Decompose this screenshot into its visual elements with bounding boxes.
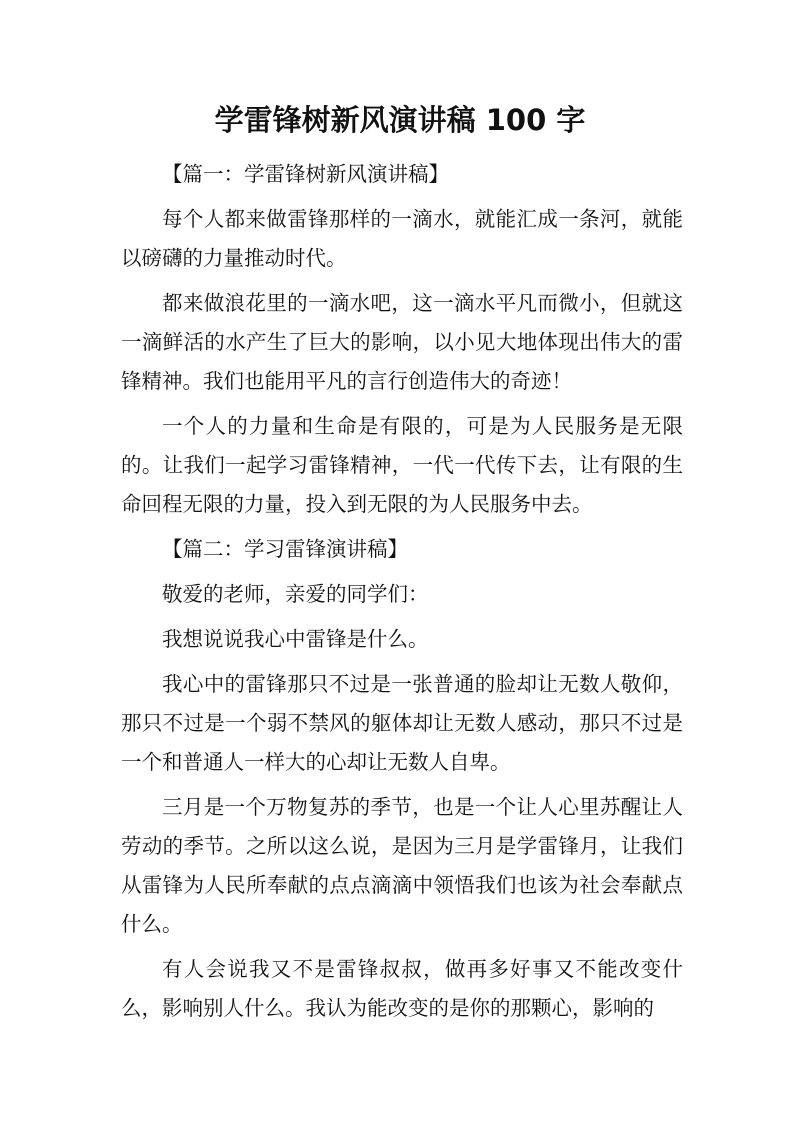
- paragraph: 我想说说我心中雷锋是什么。: [162, 627, 429, 651]
- paragraph: 都来做浪花里的一滴水吧，这一滴水平凡而微小，但就这一滴鲜活的水产生了巨大的影响，以小见大地体现出伟大的雷锋精神。我们也能用平凡的言行创造伟大的奇迹！: [121, 291, 683, 393]
- paragraph: 一个人的力量和生命是有限的，可是为人民服务是无限的。让我们一起学习雷锋精神，一代一代传下去，让有限的生命回程无限的力量，投入到无限的为人民服务中去。: [121, 414, 683, 516]
- document-body: [121, 155, 683, 1034]
- paragraph: 敬爱的老师，亲爱的同学们：: [162, 582, 429, 606]
- paragraph: 三月是一个万物复苏的季节，也是一个让人心里苏醒让人劳动的季节。之所以这么说，是因为三月是学雷锋月，让我们从雷锋为人民所奉献的点点滴滴中领悟我们也该为社会奉献点什么。: [121, 795, 683, 936]
- paragraph: 有人会说我又不是雷锋叔叔，做再多好事又不能改变什么，影响别人什么。我认为能改变的是你的那颗心，影响的: [121, 957, 683, 1020]
- paragraph: 我心中的雷锋那只不过是一张普通的脸却让无数人敬仰，那只不过是一个弱不禁风的躯体却让无数人感动，那只不过是一个和普通人一样大的心却让无数人自卑。: [121, 672, 683, 774]
- section-heading-1: 【篇一：学雷锋树新风演讲稿】: [162, 162, 449, 186]
- paragraph: 每个人都来做雷锋那样的一滴水，就能汇成一条河，就能以磅礴的力量推动时代。: [121, 207, 683, 270]
- section-heading-2: 【篇二：学习雷锋演讲稿】: [162, 537, 408, 561]
- document-title: 学雷锋树新风演讲稿 100 字: [214, 103, 586, 137]
